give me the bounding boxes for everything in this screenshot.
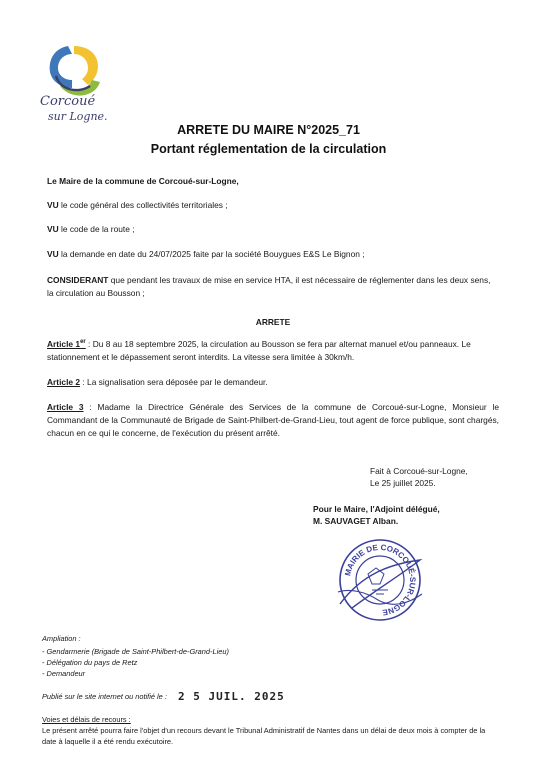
intro-line: Le Maire de la commune de Corcoué-sur-Logne, xyxy=(47,176,239,186)
article-1-label-text: Article 1 xyxy=(47,338,81,349)
ampliation-label: Ampliation : xyxy=(42,634,81,643)
article-1 xyxy=(47,336,499,364)
logo-line2: sur Logne. xyxy=(48,110,108,123)
arrete-heading: ARRETE xyxy=(255,317,291,327)
publication-label: Publié sur le site internet ou notifié le : xyxy=(42,692,167,701)
vu-text: le code de la route ; xyxy=(58,224,135,234)
vu-text: le code général des collectivités territoriales ; xyxy=(58,200,228,210)
ampliation-item: - Gendarmerie (Brigade de Saint-Philbert-de-Grand-Lieu) xyxy=(42,647,229,656)
recours-text: Le présent arrêté pourra faire l'objet d'un recours devant le Tribunal Administratif de Nantes dans un délai de deux mois à compter de la date à laquelle il a été rendu exécutoire. xyxy=(42,726,486,746)
considerant-text: que pendant les travaux de mise en service HTA, il est nécessaire de réglementer dans les deux sens, la circulation au Bousson ; xyxy=(47,275,491,298)
article-1-label xyxy=(47,339,86,349)
considerant-paragraph xyxy=(47,274,499,300)
official-stamp xyxy=(332,534,428,626)
logo-emblem-icon xyxy=(38,42,120,102)
ampliation-item: - Délégation du pays de Retz xyxy=(42,658,138,667)
decree-subtitle: Portant réglementation de la circulation xyxy=(150,142,387,156)
article-2 xyxy=(47,376,499,389)
vu-paragraph-2 xyxy=(47,223,499,236)
article-3-text: : Madame la Directrice Générale des Services de la commune de Corcoué-sur-Logne, Monsieur le Commandant de la Communauté de Brigade de Saint-Philbert-de-Grand-Lieu, tout agent de force publique, sont chargés, chacun en ce qui le concerne, de l'exécution du présent arrêté. xyxy=(47,402,499,438)
vu-label: VU xyxy=(47,200,59,210)
article-1-sup: er xyxy=(80,339,86,345)
vu-paragraph-3 xyxy=(47,248,499,261)
signature-name: M. SAUVAGET Alban. xyxy=(313,516,399,526)
svg-text:MAIRIE DE CORCOUÉ-SUR-LOGNE: MAIRIE DE CORCOUÉ-SUR-LOGNE xyxy=(343,542,418,617)
publication-date-stamp: 2 5 JUIL. 2025 xyxy=(178,690,285,703)
signature-place: Fait à Corcoué-sur-Logne, xyxy=(370,466,468,476)
vu-label: VU xyxy=(47,224,59,234)
vu-label: VU xyxy=(47,249,59,259)
ampliation-item: - Demandeur xyxy=(42,669,86,678)
article-2-label: Article 2 xyxy=(47,377,81,387)
recours-heading: Voies et délais de recours : xyxy=(42,715,131,724)
article-1-text: : Du 8 au 18 septembre 2025, la circulation au Bousson se fera par alternat manuel et/ou panneaux. Le stationnement et le dépassement seront interdits. La vitesse sera limitée à 30km/h. xyxy=(47,338,471,362)
considerant-label: CONSIDERANT xyxy=(47,275,109,285)
signature-role: Pour le Maire, l'Adjoint délégué, xyxy=(313,504,440,514)
decree-title: ARRETE DU MAIRE N°2025_71 xyxy=(177,123,360,137)
vu-paragraph-1 xyxy=(47,199,499,212)
article-3-label: Article 3 xyxy=(47,402,84,412)
article-2-text: : La signalisation sera déposée par le demandeur. xyxy=(80,377,268,387)
article-3 xyxy=(47,401,499,440)
signature-date: Le 25 juillet 2025. xyxy=(370,478,436,488)
vu-text: la demande en date du 24/07/2025 faite par la société Bouygues E&S Le Bignon ; xyxy=(58,249,365,259)
logo-line1: Corcoué xyxy=(40,94,96,109)
commune-logo xyxy=(38,42,120,132)
